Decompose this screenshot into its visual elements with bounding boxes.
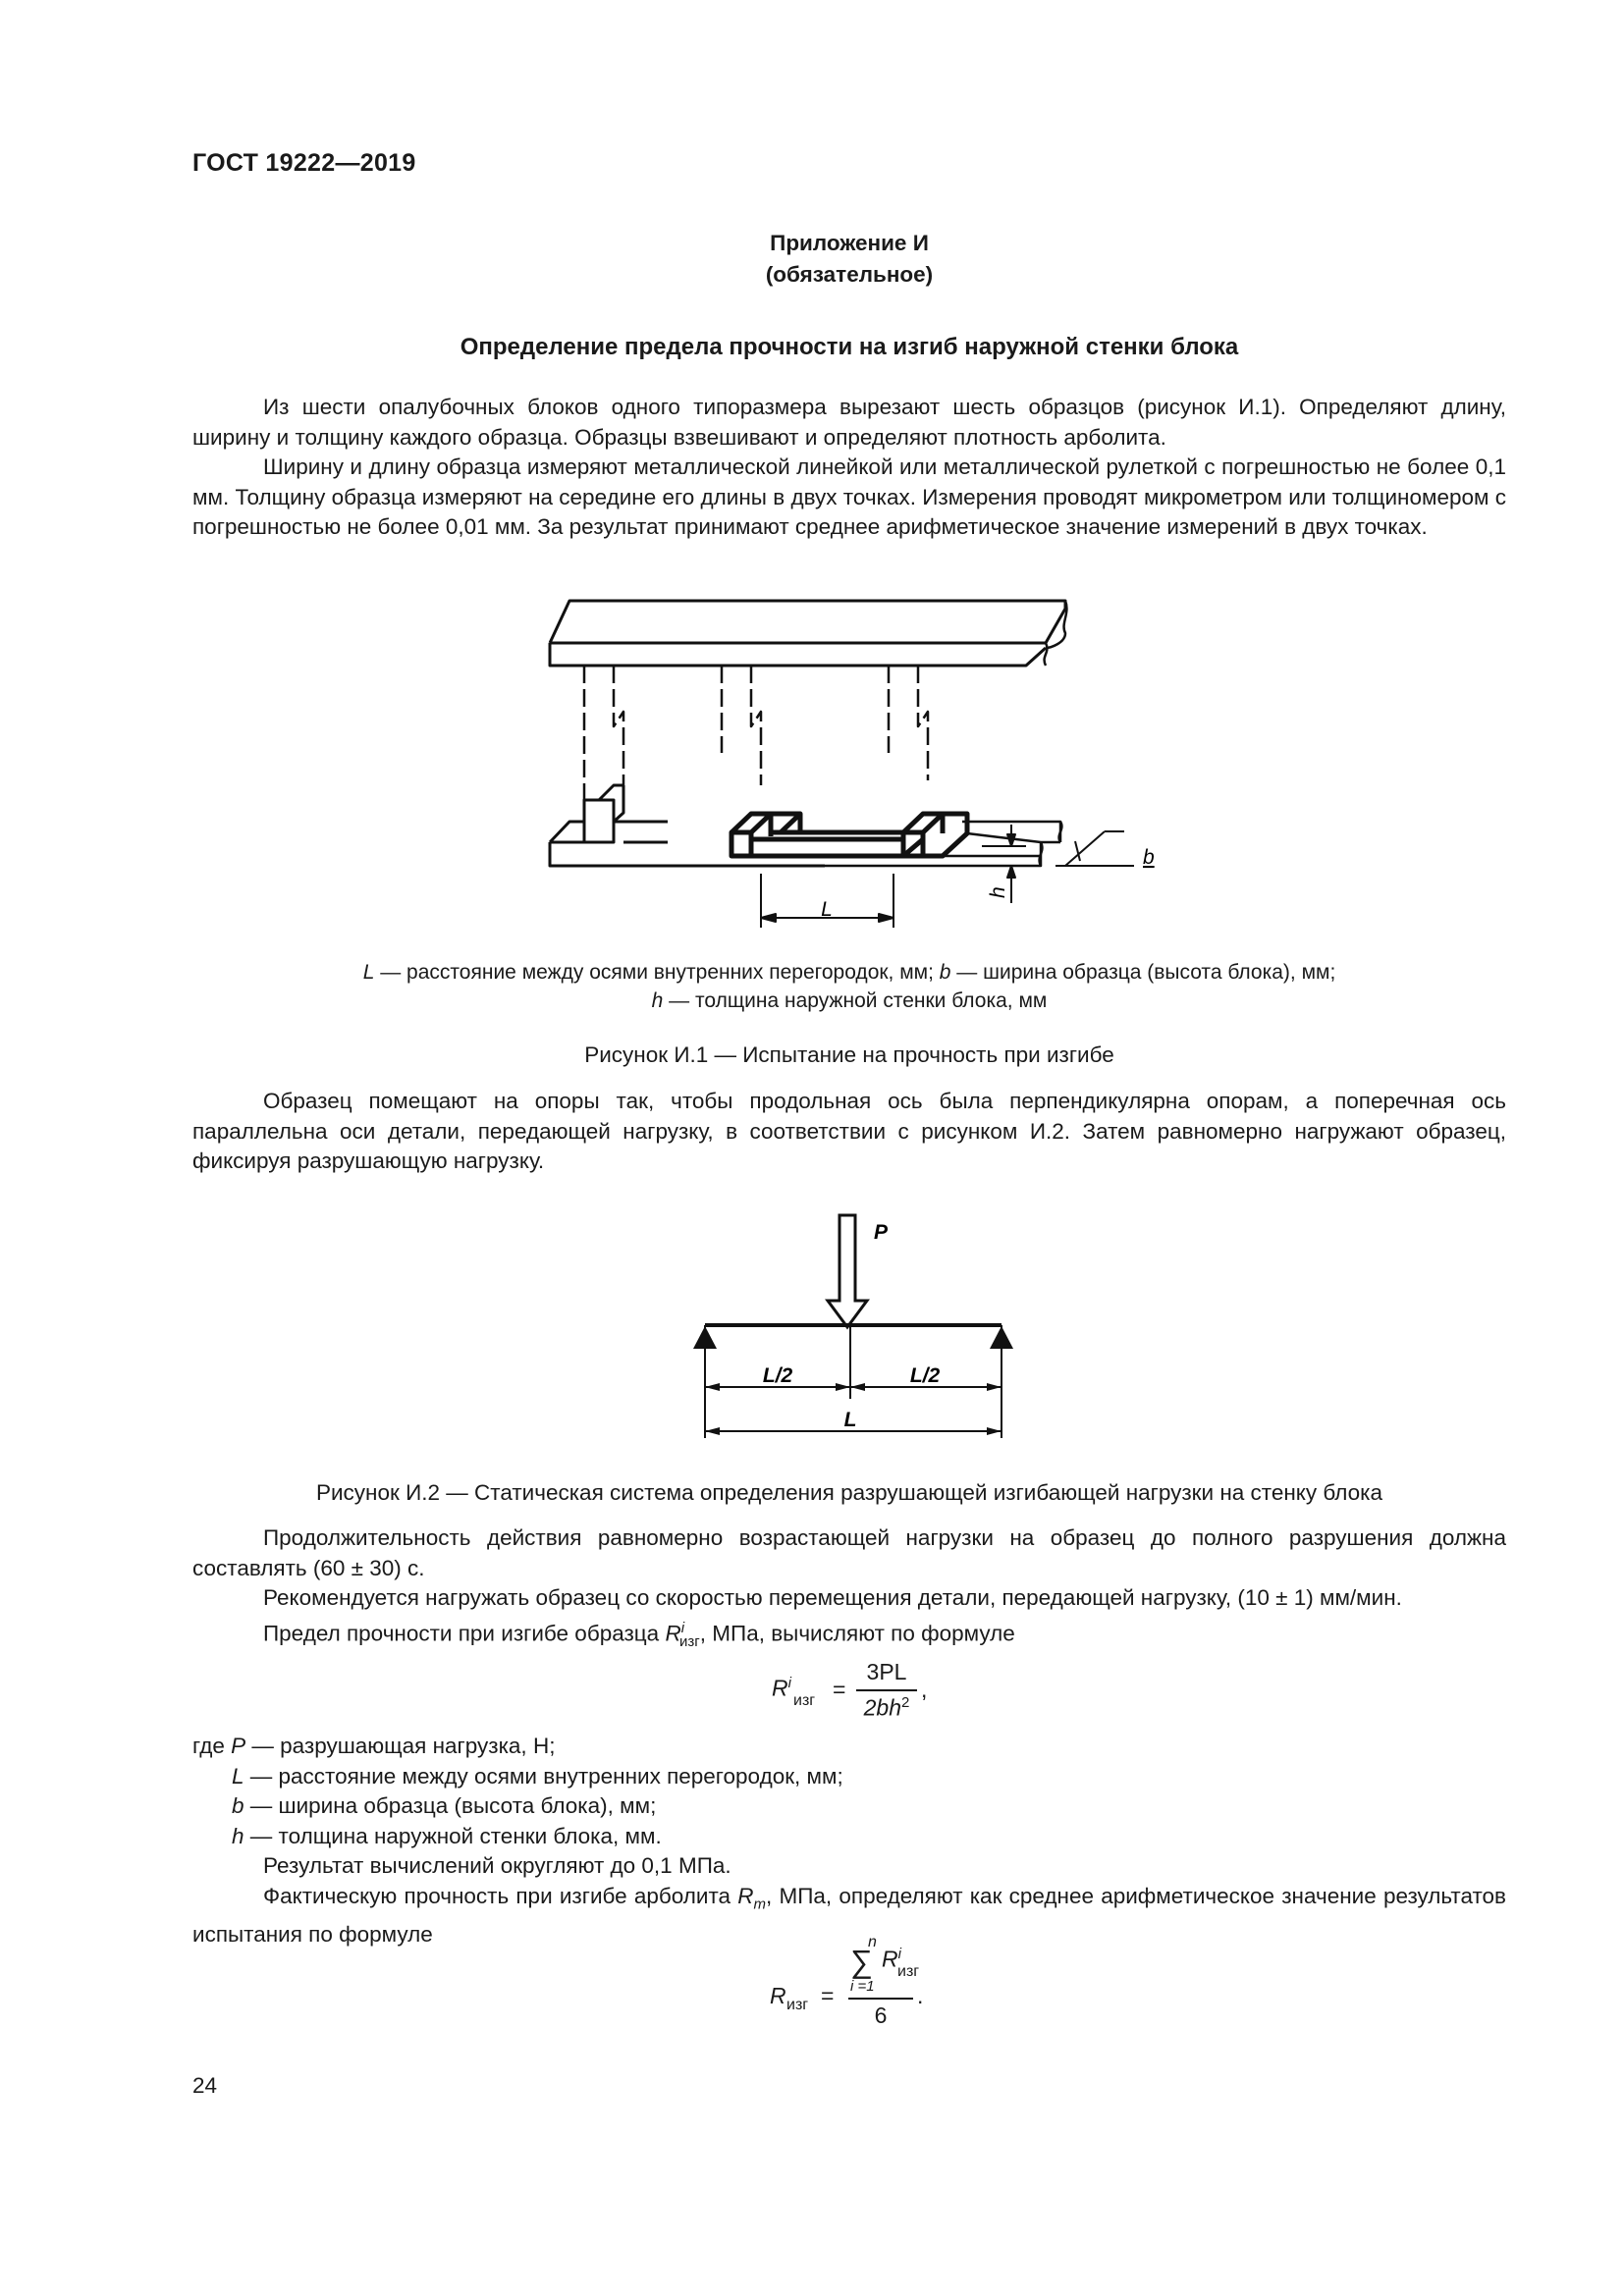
where-b [192, 1791, 1506, 1822]
intro-text [192, 393, 1506, 543]
strength-symbol-sup: i [680, 1619, 685, 1636]
formula-2 [770, 1934, 947, 2047]
formula-1-sub: изг [793, 1692, 816, 1709]
where-h [192, 1822, 1506, 1852]
fixture-posts [584, 666, 928, 800]
formula-1-fraction-bar [856, 1689, 917, 1691]
body-text [192, 1523, 1506, 1657]
formula-1-R: R [772, 1675, 788, 1701]
legend-symbol-b: b [939, 961, 951, 984]
formula-2-term-sub: изг [897, 1963, 920, 1980]
legend-symbol-L: L [362, 961, 375, 984]
where-P [192, 1732, 1506, 1762]
placement-text [192, 1087, 1506, 1177]
formula-1-equals: = [833, 1677, 846, 1702]
formula-2-fraction-bar [848, 1998, 913, 2000]
page-number: 24 [192, 2073, 218, 2098]
formula-1-den-exp: 2 [901, 1694, 910, 1711]
where-text-b: — ширина образца (высота блока), мм; [244, 1793, 657, 1818]
actual-text-pre: Фактическую прочность при изгибе арболита [263, 1883, 738, 1908]
strength-text-post: , МПа, вычисляют по формуле [699, 1621, 1015, 1645]
where-symbol-h: h [232, 1823, 244, 1848]
where-L [192, 1762, 1506, 1792]
intro-paragraph-2: Ширину и длину образца измеряют металлической линейкой или металлической рулеткой с погрешностью не более 0,1 мм. Толщину образца измеряют на середине его длины в двух точках. Измерения проводят микрометром или толщиномером с погрешностью не более 0,01 мм. За результат принимают среднее арифметическое значение измерений в двух точках. [192, 454, 1506, 539]
load-arrow [828, 1215, 867, 1327]
strength-text-pre: Предел прочности при изгибе образца [263, 1621, 666, 1645]
formula-2-sub: изг [786, 1997, 809, 2013]
specimen-outline [731, 814, 967, 856]
appendix-title: Приложение И [770, 231, 929, 255]
formula-2-term-sup: i [897, 1946, 901, 1962]
where-symbol-L: L [232, 1763, 244, 1789]
where-text-h: — толщина наружной стенки блока, мм. [244, 1823, 662, 1848]
appendix-status: (обязательное) [765, 262, 934, 287]
where-text-L: — расстояние между осями внутренних перегородок, мм; [244, 1763, 843, 1789]
figure-2-caption: Рисунок И.2 — Статическая система определения разрушающей изгибающей нагрузки на стенку блока [315, 1480, 1382, 1505]
intro-paragraph-1: Из шести опалубочных блоков одного типоразмера вырезают шесть образцов (рисунок И.1). Определяют длину, ширину и толщину каждого образца. Образцы взвешивают и определяют плотность арболита. [192, 395, 1506, 450]
figure-1-drawing [530, 589, 1159, 942]
strength-symbol-R: R [665, 1621, 681, 1645]
legend-symbol-h: h [651, 989, 664, 1012]
figure-1-legend-line-1 [192, 958, 1506, 987]
legend-text-h: — толщина наружной стенки блока, мм [663, 989, 1048, 1012]
figure-1-label-h: h [987, 886, 1009, 898]
where-block [192, 1732, 1506, 1949]
document-header: ГОСТ 19222—2019 [192, 149, 416, 177]
formula-2-equals: = [821, 1983, 835, 2008]
formula-1-numerator: 3PL [866, 1659, 907, 1684]
placement-paragraph: Образец помещают на опоры так, чтобы продольная ось была перпендикулярна опорам, а поперечная ось параллельна оси детали, передающей нагрузку, в соответствии с рисунком И.2. Затем равномерно нагружают образец, фиксируя разрушающую нагрузку. [192, 1089, 1506, 1173]
actual-symbol-sub: m [753, 1896, 767, 1912]
formula-2-denominator: 6 [874, 2002, 888, 2028]
figure-1-legend-line-2 [192, 987, 1506, 1015]
figure-2-label-left-half: L/2 [762, 1364, 793, 1387]
formula-2-R: R [770, 1983, 786, 2008]
figure-2-drawing [677, 1207, 1031, 1448]
formula-1 [772, 1659, 968, 1728]
figure-2-label-L: L [843, 1409, 857, 1431]
strength-symbol-sub: изг [679, 1632, 700, 1650]
strength-paragraph [192, 1614, 1506, 1658]
formula-1-comma: , [921, 1677, 928, 1702]
figure-1-label-b: b [1143, 846, 1155, 869]
section-title: Определение предела прочности на изгиб наружной стенки блока [460, 334, 1239, 360]
figure-2-label-P: P [874, 1221, 889, 1244]
formula-2-term-R: R [882, 1946, 898, 1972]
speed-paragraph: Рекомендуется нагружать образец со скоростью перемещения детали, передающей нагрузку, (10 ± 1) мм/мин. [263, 1585, 1402, 1610]
where-intro: где [192, 1734, 232, 1758]
appendix-heading [192, 228, 1506, 291]
actual-text-post: , МПа, определяют как среднее арифметическое значение результатов испытания по формуле [192, 1883, 1506, 1947]
legend-text-L: — расстояние между осями внутренних перегородок, мм; [374, 961, 940, 984]
formula-1-denominator: 2bh [863, 1694, 902, 1721]
legend-text-b: — ширина образца (высота блока), мм; [950, 961, 1336, 984]
formula-2-sum-bottom: i =1 [850, 1978, 875, 1995]
where-symbol-P: P [231, 1734, 246, 1758]
rounding-paragraph: Результат вычислений округляют до 0,1 МПа. [263, 1853, 731, 1878]
fixture-top-plate [550, 601, 1065, 666]
figure-1-legend [192, 958, 1506, 1015]
formula-1-sup: i [787, 1675, 791, 1691]
figure-2-label-right-half: L/2 [909, 1364, 941, 1387]
formula-2-sum-sign: ∑ [850, 1944, 873, 1979]
duration-paragraph: Продолжительность действия равномерно возрастающей нагрузки на образец до полного разрушения должна составлять (60 ± 30) с. [192, 1525, 1506, 1580]
where-text-P: — разрушающая нагрузка, Н; [245, 1734, 556, 1758]
formula-2-period: . [917, 1983, 924, 2008]
figure-1-caption: Рисунок И.1 — Испытание на прочность при изгибе [584, 1042, 1114, 1067]
actual-symbol-R: R [737, 1883, 754, 1908]
formula-2-sum-top: n [868, 1934, 877, 1950]
where-symbol-b: b [232, 1793, 244, 1818]
left-support [693, 1326, 717, 1349]
figure-1-label-L: L [821, 898, 833, 921]
right-support [990, 1326, 1013, 1349]
